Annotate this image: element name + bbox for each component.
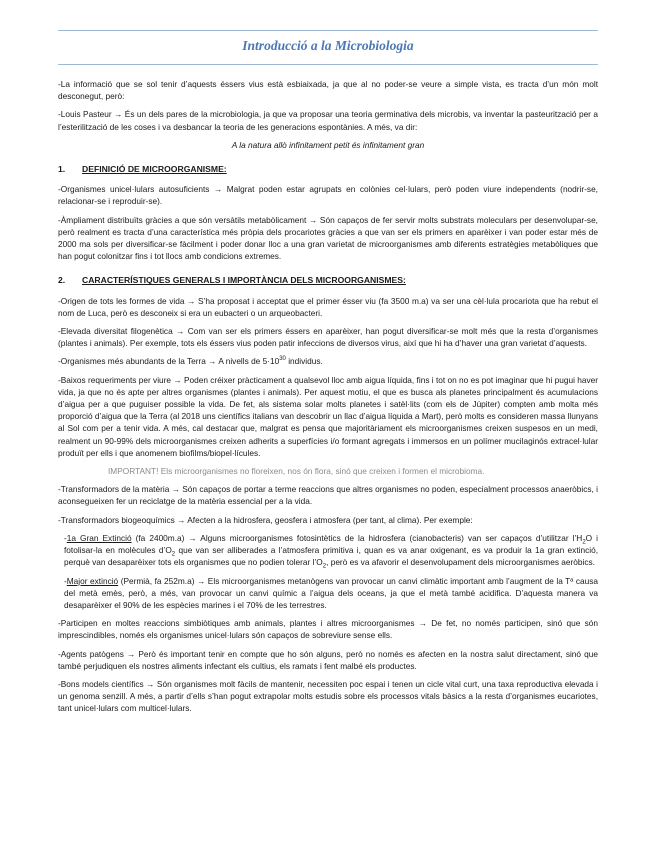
intro-paragraph: -La informació que se sol tenir d’aquests éssers vius està esbiaixada, ja que al no poder-se veure a simple vista, es tracta d’un món molt desconegut, però: xyxy=(58,79,598,102)
extinction-label: 1a Gran Extinció xyxy=(66,532,132,543)
section-title: CARACTERÍSTIQUES GENERALS I IMPORTÀNCIA DELS MICROORGANISMES: xyxy=(82,275,406,286)
extinction-text: que van ser alliberades a l’atmosfera primitiva i, quan es va anar oxigenant, es va produir la 1a gran extinció, perquè van desaparèixer tots els organismes que no podien tolerar l’O xyxy=(64,545,598,568)
subscript: 2 xyxy=(322,563,327,570)
extinction-text: , però es va afavorir el desenvolupament dels microorganismes aeròbics. xyxy=(326,557,595,568)
list-item: -Transformadors biogeoquímics → Afecten a la hidrosfera, geosfera i atmosfera (per tant, al clima). Per exemple: xyxy=(58,514,473,525)
extinction-label: Major extinció xyxy=(66,575,119,586)
abundance-suffix: individus. xyxy=(285,356,323,367)
list-item: -Transformadors de la matèria → Són capaços de portar a terme reaccions que altres organismes no poden, especialment processos anaeròbics, i aconsegueixen fer un reciclatge de la matèria essencial per a la vida. xyxy=(58,484,598,507)
subscript: 2 xyxy=(171,551,176,558)
subscript: 2 xyxy=(582,539,586,546)
list-item: -Bons models científics → Són organismes molt fàcils de mantenir, necessiten poc espai i tenen un cicle vital curt, una taxa reproductiva elevada i un genoma senzill. A més, a partir d’ells s’han pogut extrapolar molts estudis sobre els processos vitals bàsics a la resta d’organismes eucariotes, tant unicel·lulars com multicel·lulars. xyxy=(58,678,598,714)
extinction-text: (Permià, fa 252m.a) → Els microorganismes metanògens van provocar un canvi climàtic important amb l’augment de la Tª causa del metà emès, però, a més, van provocar un canvi químic a l’aigua dels oceans, ja que el metà també acidifica. D’aquesta manera va desaparèixer el 90% de les espècies marines i el 70% de les terrestres. xyxy=(64,575,598,610)
list-item: -Agents patògens → Però és important tenir en compte que ho són alguns, però no només es afecten en la nostra salut directament, sinó que també perjudiquen els nostres aliments infectant els cultius, els ramats i fent malbé els productes. xyxy=(58,648,598,671)
list-item xyxy=(58,355,598,367)
section-title: DEFINICIÓ DE MICROORGANISME: xyxy=(82,164,227,175)
document-body xyxy=(58,78,598,721)
list-item: -Elevada diversitat filogenètica → Com van ser els primers éssers en aparèixer, han pogut diversificar-se molt més que la resta d’organismes (plantes i animals). Per exemple, tots els éssers vius poden patir infeccions de diversos virus, així que hi ha d’haver una gran varietat d’aquests. xyxy=(58,326,598,349)
important-note: IMPORTANT! Els microorganismes no floreixen, nos ón flora, sinó que creixen i formen el microbioma. xyxy=(108,466,485,477)
extinction-text: O i fotolisar-la en molècules d’O xyxy=(64,532,598,556)
list-item: -Organismes unicel·lulars autosuficients → Malgrat poden estar agrupats en colònies cel·lulars, però poden viure independents (nodrir-se, relacionar-se i reproduir-se). xyxy=(58,184,598,207)
section-number: 2. xyxy=(58,275,66,286)
pasteur-quote: A la natura allò infinitament petit és infinitament gran xyxy=(231,139,425,150)
section-number: 1. xyxy=(58,164,66,175)
document-title: Introducció a la Microbiologia xyxy=(242,38,414,53)
extinction-text: (fa 2400m.a) → Alguns microorganismes fotosintètics de la hidrosfera (cianobacteris) van ser capaços d’utilitzar l’H xyxy=(131,532,583,543)
extinction-item: -1a Gran Extinció (fa 2400m.a) → Alguns microorganismes fotosintètics de la hidrosfera (cianobacteris) van ser capaços d’utilitzar $l’H_2O$ i fotolisar-la en molècules $d’O_2$ que van ser alliberades a l’atmosfera primitiva i, quan es va anar oxigenant, es va produir la 1a gran extinció, perquè van desaparèixer tots els organismes que no podien tolerar $l’O_2$, però es va afavorir el desenvolupament dels microorganismes aeròbics. xyxy=(64,532,598,570)
extinction-item: -Major extinció (Permià, fa 252m.a) → Els microorganismes metanògens van provocar un canvi climàtic important amb l’augment de la Tª causa del metà emès, però, a més, van provocar un canvi químic a l’aigua dels oceans, ja que el metà també acidifica. D’aquesta manera va desaparèixer el 90% de les espècies marines i el 70% de les terrestres. xyxy=(64,575,598,610)
section-heading xyxy=(58,274,598,286)
title-rule xyxy=(58,64,598,65)
abundance-exponent: 30 xyxy=(279,356,286,363)
top-rule xyxy=(58,30,598,31)
list-item: -Origen de tots les formes de vida → S’ha proposat i acceptat que el primer ésser viu (fa 3500 m.a) va ser una cèl·lula procariota que ha rebut el nom de Luca, però es desconeix si era un eubacteri o un arqueobacteri. xyxy=(58,295,598,318)
list-item: -Baixos requeriments per viure → Poden créixer pràcticament a qualsevol lloc amb aigua líquida, fins i tot on no es pot imaginar que hi pugui haver vida, ja que no és apte per altres organismes (plantes i animals). Per aquest motiu, el que es busca als planetes principalment és acumulacions d’aigua per a que puguiser possible la vida. De fet, als sistema solar molts planetes i satèl·lits (com els de Júpiter) compten amb molta més proporció d’aigua que la Terra (al 2018 uns científics italians van descobrir un llac d’aigua líquida a Mart), però molts es consideren massa llunyans al Sol com per a tenir vida. A més, cal destacar que, malgrat es pensa que majoritàriament els microorganismes creixen suspesos en un medi, realment un 90-99% dels microorganismes creixen adherits a superfícies i/o formant agregats i immersos en un polímer mucilaginós extracel·lular produït per ells i que anomenem biofilms/biopel·lícules. xyxy=(58,374,598,458)
section-heading xyxy=(58,163,598,175)
abundance-text: -Organismes més abundants de la Terra → A nivells de 5·10 xyxy=(58,356,280,367)
list-item: -Participen en moltes reaccions simbiòtiques amb animals, plantes i altres microorganismes → De fet, no només participen, sinó que són imprescindibles, només els organismes unicel·lulars són capaços de sobreviure sense ells. xyxy=(58,618,598,641)
intro-paragraph: -Louis Pasteur → És un dels pares de la microbiologia, ja que va proposar una teoria germinativa dels microbis, va inventar la pasteurització per a l’esterilització de les coses i va desbancar la teoria de les generacions espontànies. A més, va dir: xyxy=(58,109,598,132)
list-item: -Àmpliament distribuïts gràcies a que són versàtils metabòlicament → Són capaços de fer servir molts substrats moleculars per desenvolupar-se, però realment es tracta d’una característica més pròpia dels procariotes gràcies a que van ser els primers en aparèixer i van poder estar més de 2000 ma sols per diversificar-se fàcilment i poder donar lloc a una gran varietat de microorganismes amb diferents estratègies metabòliques que han pogut colonitzar fins i tot llocs amb condicions extremes. xyxy=(58,214,598,262)
